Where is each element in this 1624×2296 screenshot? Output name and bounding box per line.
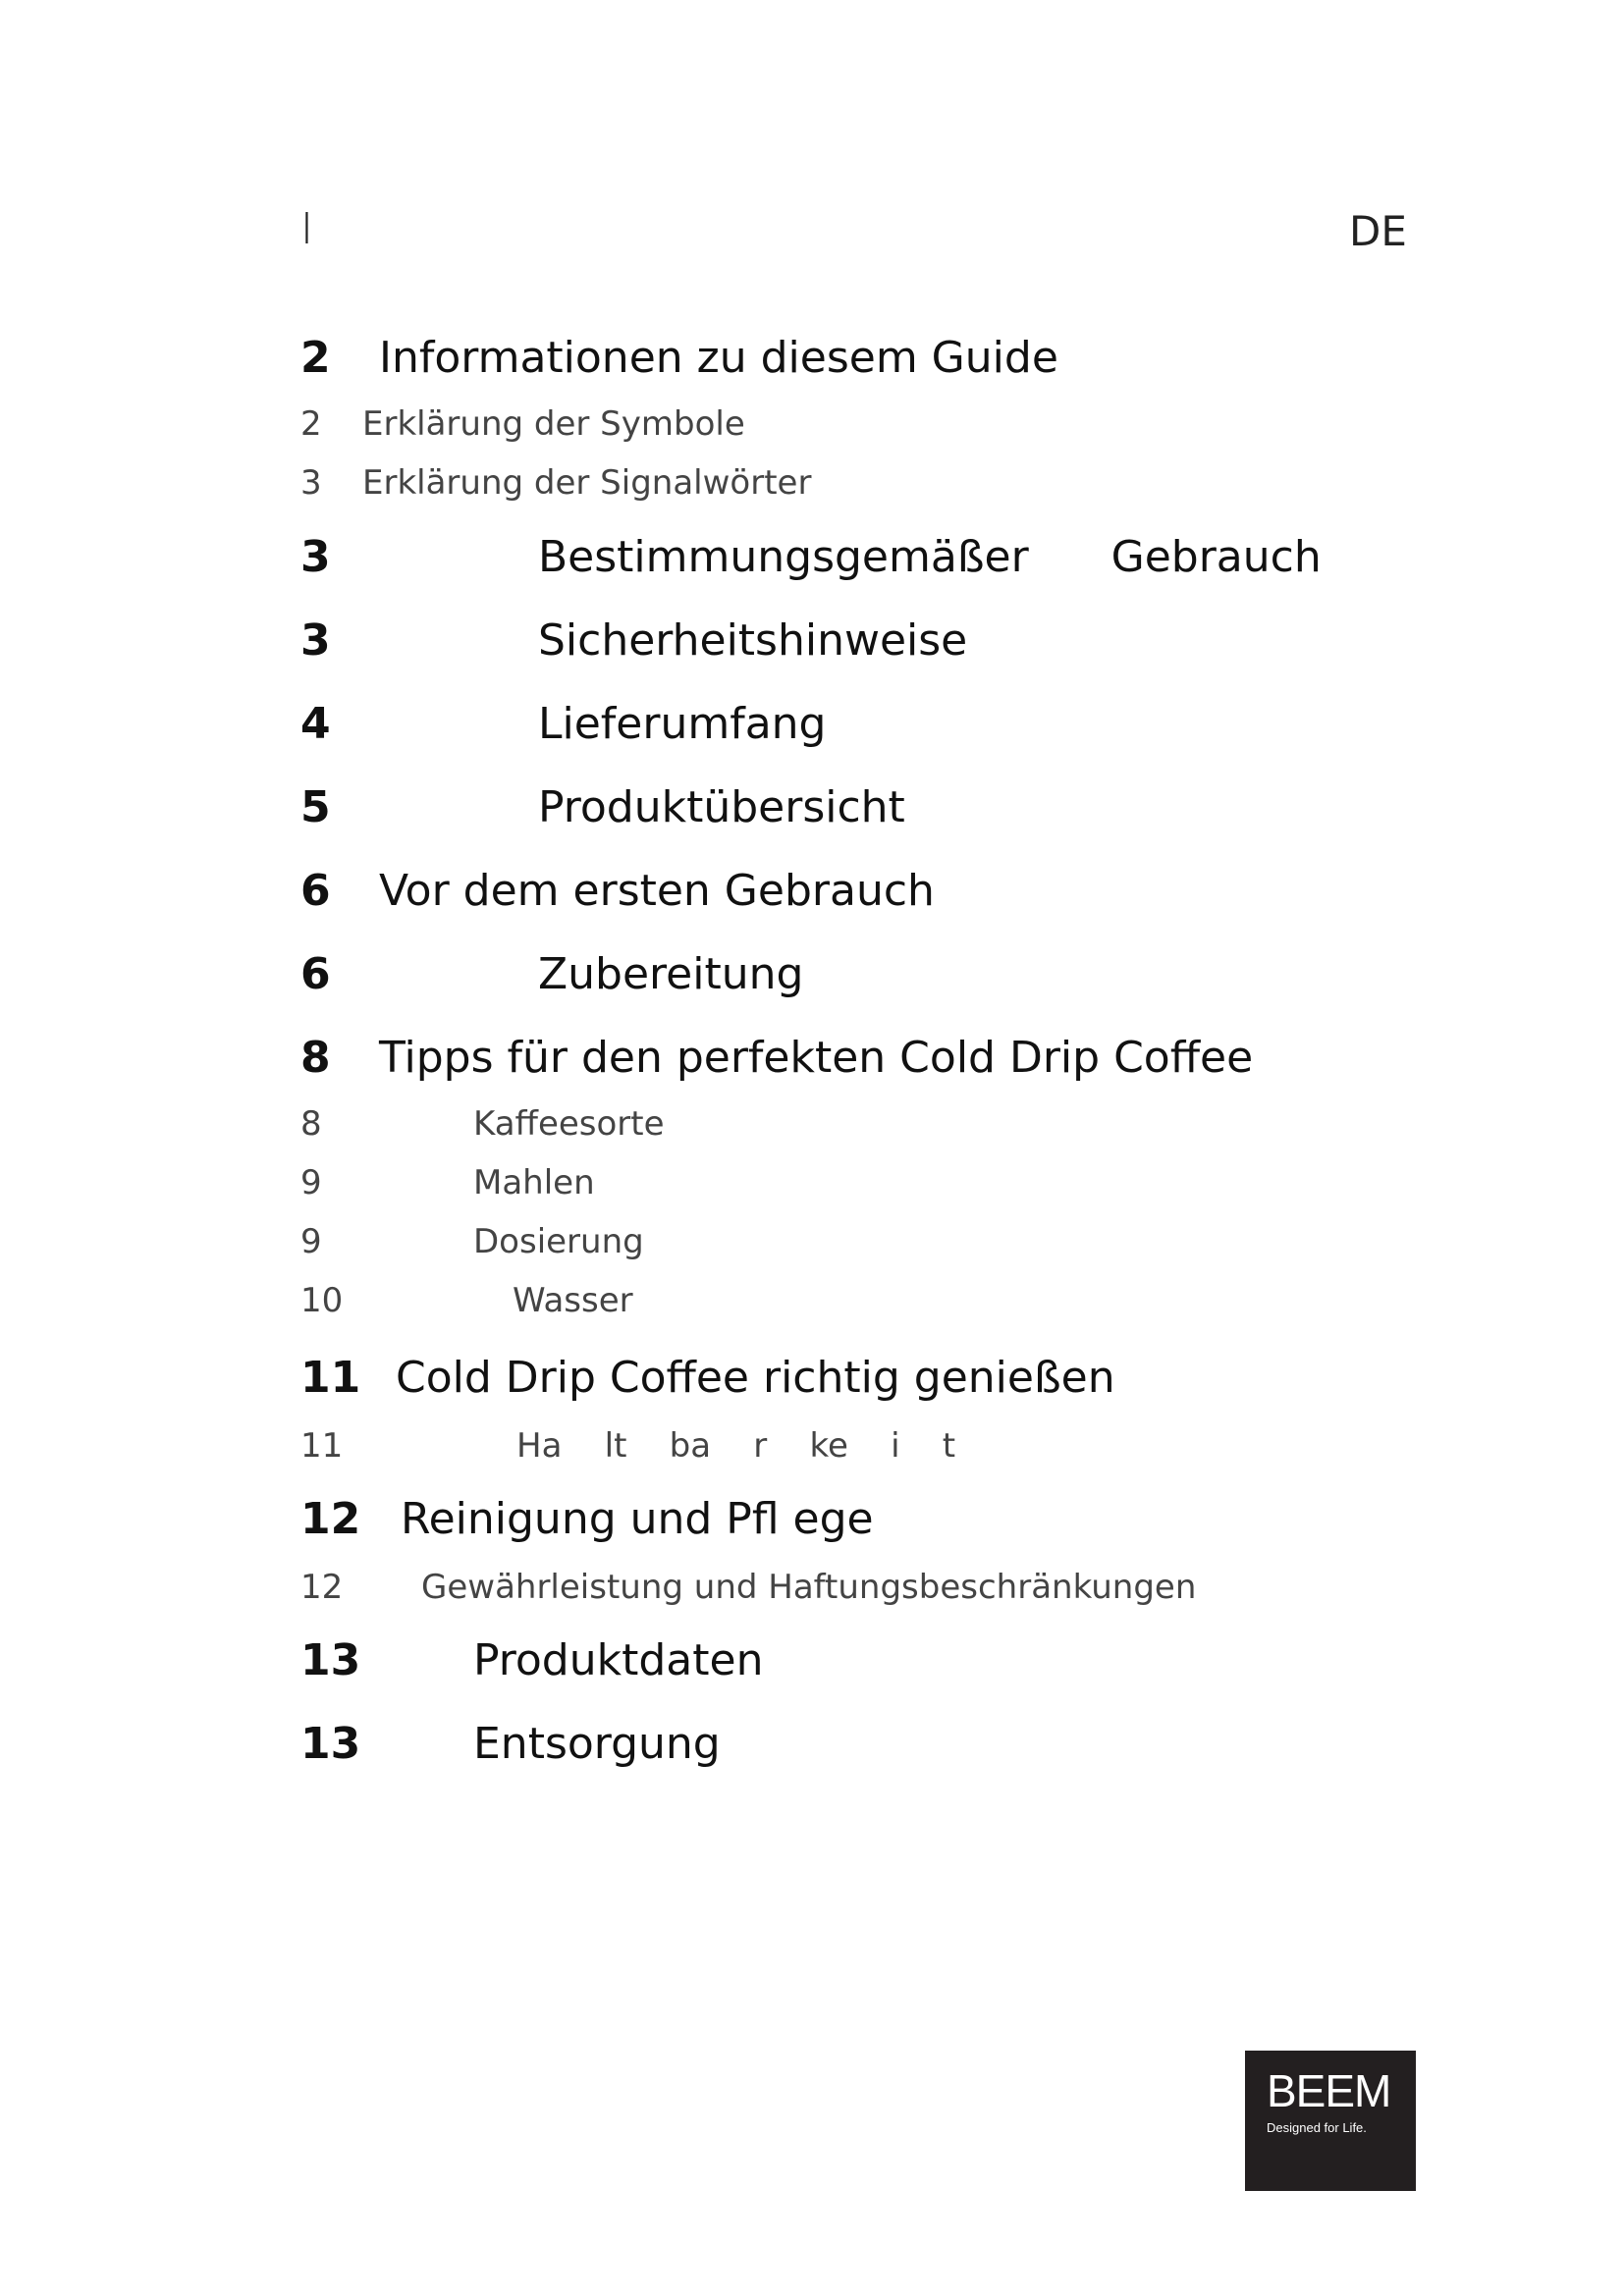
toc-page-number: 9 (300, 1222, 322, 1261)
toc-page-number: 11 (300, 1353, 361, 1403)
logo-brand: BEEM (1267, 2065, 1391, 2116)
toc-title: Dosierung (473, 1222, 644, 1261)
language-label: DE (1349, 207, 1407, 255)
toc-page-number: 3 (300, 615, 331, 666)
logo-tagline: Designed for Life. (1267, 2120, 1367, 2135)
toc-page-number: 9 (300, 1163, 322, 1202)
toc-page-number: 10 (300, 1281, 344, 1320)
toc-title: Sicherheitshinweise (538, 615, 968, 666)
toc-page-number: 13 (300, 1635, 361, 1685)
toc-title: Entsorgung (473, 1719, 721, 1769)
toc-title: Informationen zu diesem Guide (379, 333, 1058, 383)
toc-page-number: 12 (300, 1494, 361, 1544)
page-number: I (300, 204, 313, 254)
toc-title: Tipps für den perfekten Cold Drip Coffee (379, 1033, 1254, 1083)
toc-title: Mahlen (473, 1163, 595, 1202)
beem-logo (1245, 2051, 1416, 2191)
toc-page-number: 8 (300, 1033, 331, 1083)
toc-title: Reinigung und Pfl ege (401, 1494, 874, 1544)
toc-title: Produktübersicht (538, 782, 905, 832)
toc-page-number: 2 (300, 404, 322, 444)
toc-title: Produktdaten (473, 1635, 764, 1685)
toc-title: Wasser (513, 1281, 633, 1320)
toc-title: Vor dem ersten Gebrauch (379, 866, 935, 916)
toc-title: Erklärung der Signalwörter (362, 463, 812, 503)
toc-page-number: 12 (300, 1568, 344, 1607)
toc-title: Bestimmungsgemäßer Gebrauch (538, 532, 1322, 582)
toc-page-number: 3 (300, 532, 331, 582)
toc-page-number: 2 (300, 333, 331, 383)
toc-title: Lieferumfang (538, 699, 827, 749)
toc-page-number: 6 (300, 949, 331, 999)
toc-title: Gewährleistung und Haftungsbeschränkungen (421, 1568, 1197, 1607)
toc-page-number: 8 (300, 1104, 322, 1144)
toc-page-number: 6 (300, 866, 331, 916)
toc-page-number: 5 (300, 782, 331, 832)
toc-title: Kaffeesorte (473, 1104, 665, 1144)
toc-page-number: 4 (300, 699, 331, 749)
toc-title: Zubereitung (538, 949, 804, 999)
toc-title: Ha lt ba r ke i t (516, 1426, 956, 1466)
toc-title: Cold Drip Coffee richtig genießen (396, 1353, 1115, 1403)
toc-page-number: 13 (300, 1719, 361, 1769)
toc-page-number: 3 (300, 463, 322, 503)
toc-title: Erklärung der Symbole (362, 404, 745, 444)
toc-page-number: 11 (300, 1426, 344, 1466)
